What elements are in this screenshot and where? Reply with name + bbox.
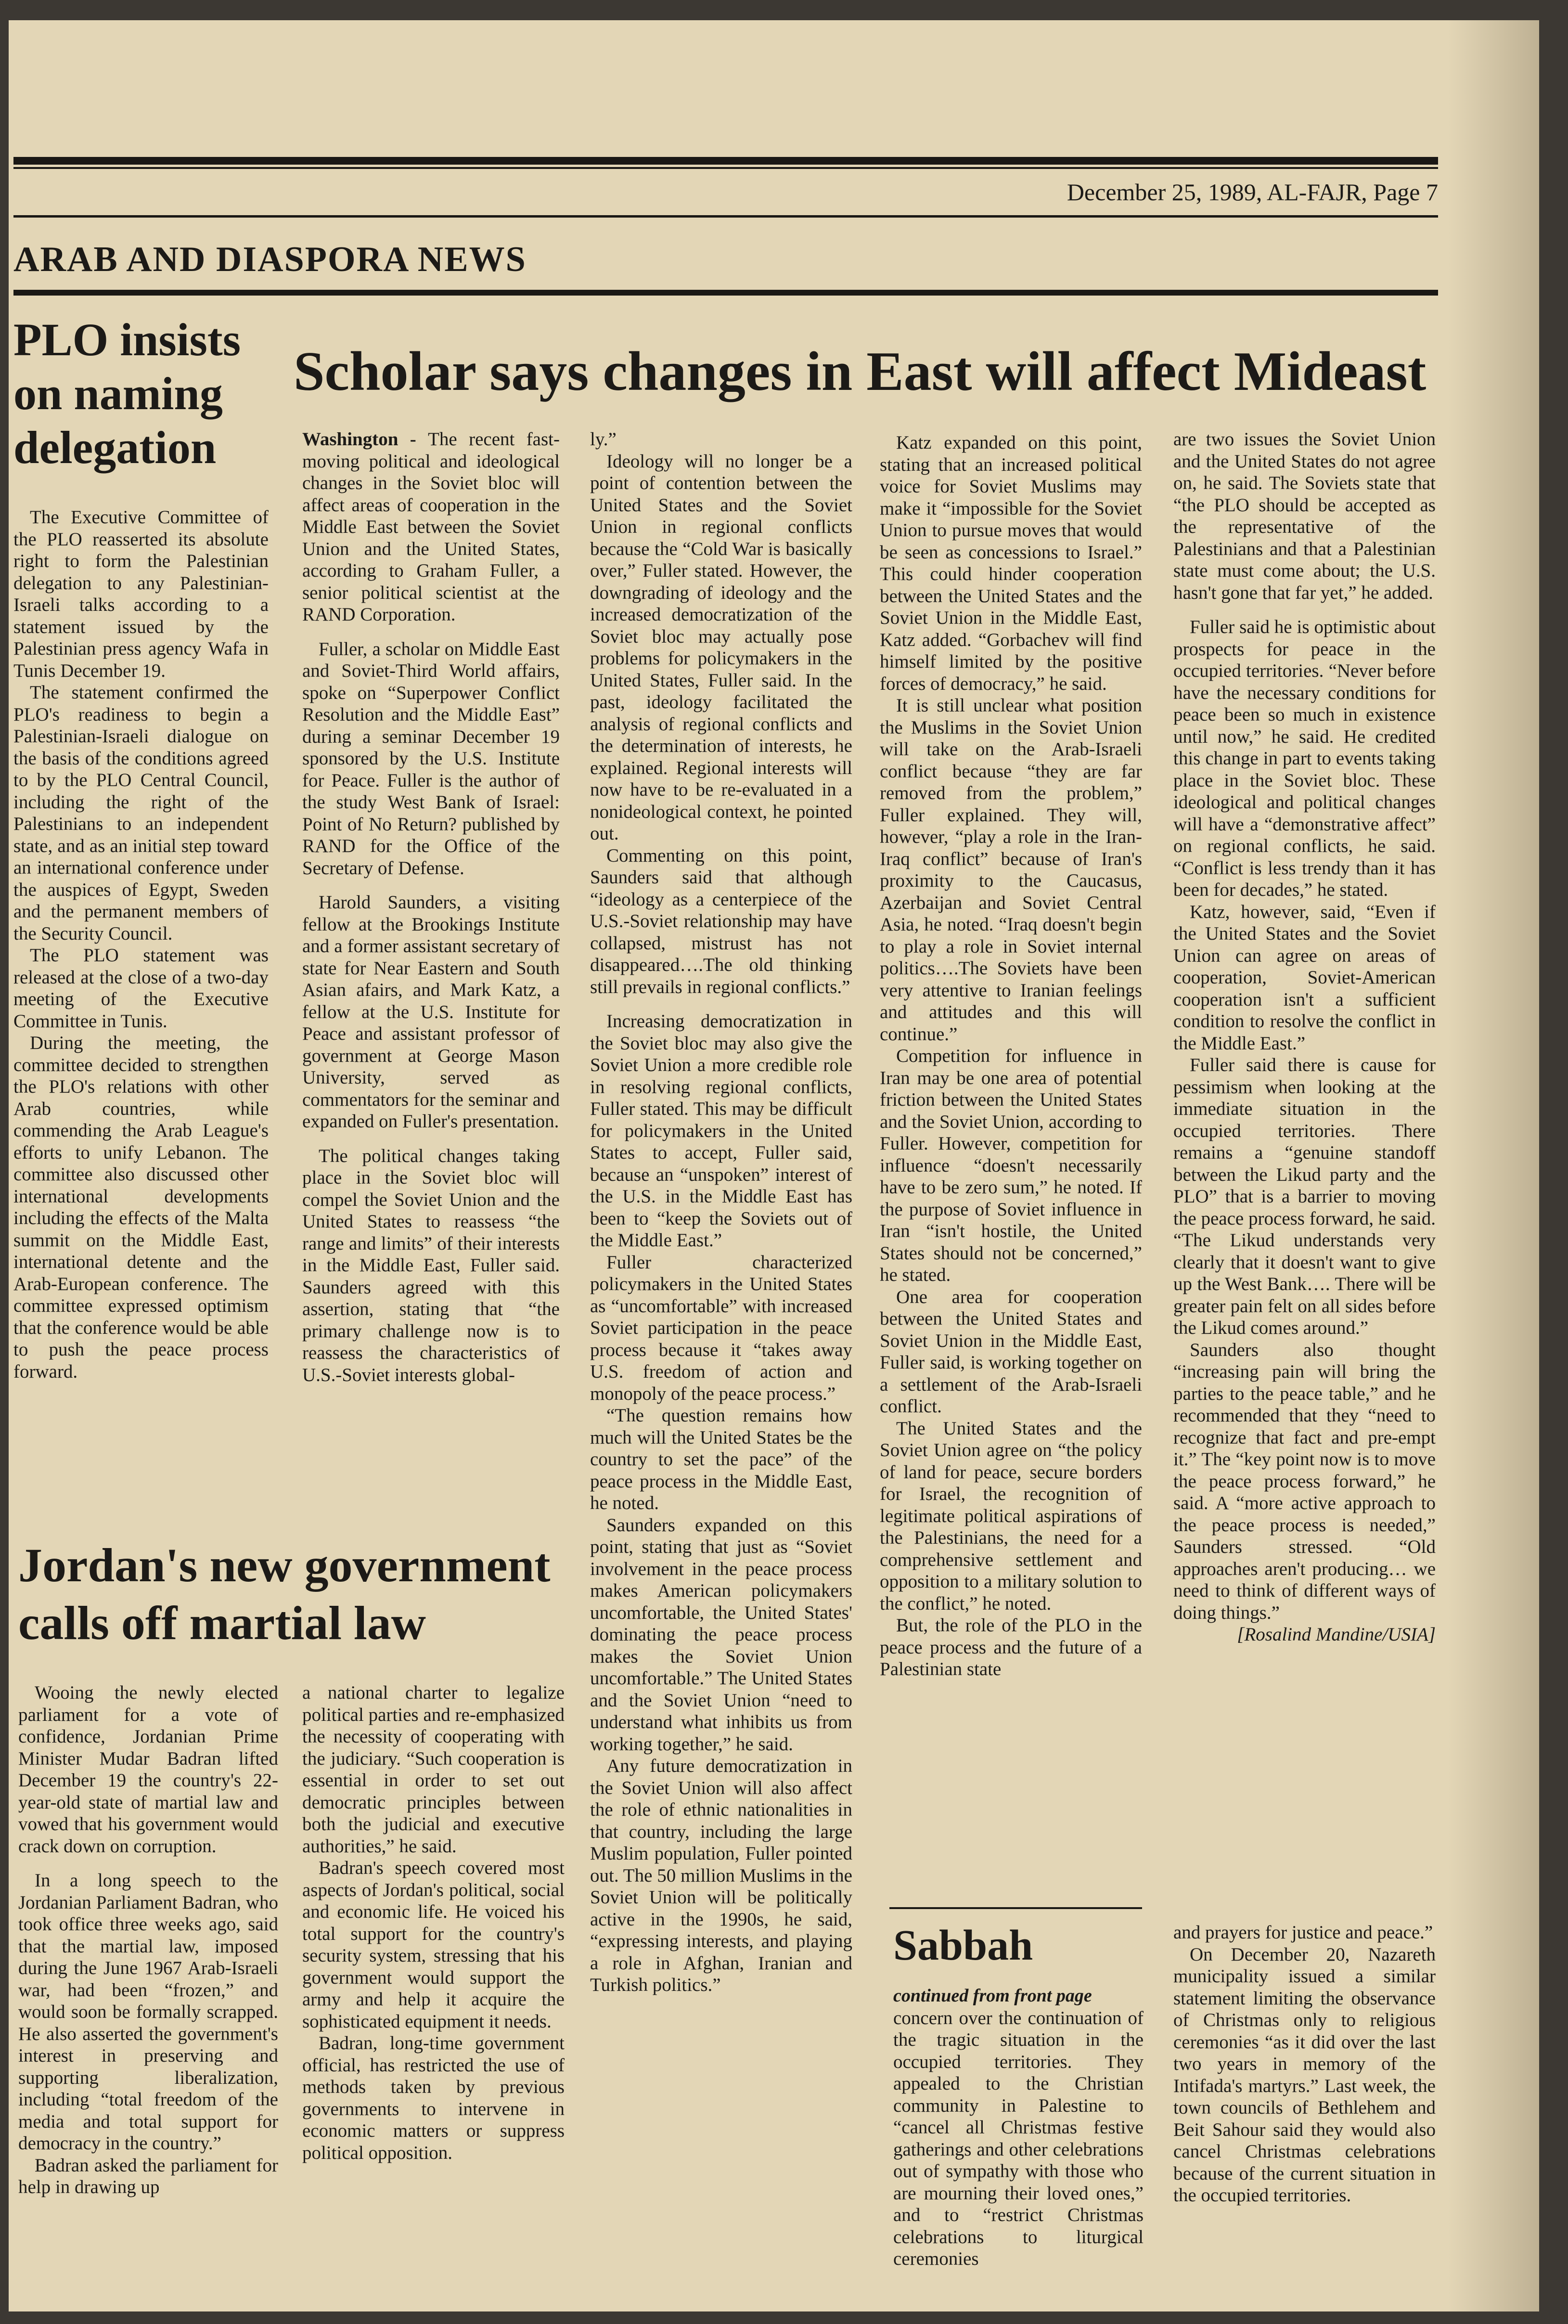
scholar-lead-paragraph	[302, 428, 560, 626]
sabbah-paragraph: and prayers for justice and peace.”	[1173, 1922, 1433, 1943]
plo-body	[13, 506, 269, 1382]
scholar-paragraph: Saunders also thought “increasing pain will bring the parties to the peace table,” and he recommended that they “need to recognize that fact and pre-empt it.” The “key point now is to move the peace process forward,” he said. A “more active approach to the peace process is needed,” Saunders stressed. “Old approaches aren't producing… we need to think of different ways of doing things.”	[1173, 1339, 1436, 1623]
jordan-column-2	[302, 1682, 565, 2164]
plo-paragraph: The Executive Committee of the PLO reasserted its absolute right to form the Palestinian delegation to any Palestinian-Israeli talks according to a statement issued by the Palestinian press agency Wafa in Tunis December 19.	[13, 507, 269, 681]
page-folio: December 25, 1989, AL-FAJR, Page 7	[1067, 179, 1438, 206]
section-rule	[13, 290, 1438, 296]
plo-headline: PLO insists on naming delegation	[13, 314, 241, 473]
section-title: ARAB AND DIASPORA NEWS	[13, 240, 527, 279]
jordan-column-1	[18, 1682, 278, 2198]
sabbah-column-2	[1173, 1922, 1436, 2207]
page-shadow	[1448, 20, 1539, 2311]
jordan-paragraph: Badran asked the parliament for help in drawing up	[18, 2155, 278, 2197]
folio-rule	[13, 215, 1438, 218]
scholar-paragraph: One area for cooperation between the United States and Soviet Union in the Middle East, Fuller said, is working together on a settlement of the Arab-Israeli conflict.	[880, 1286, 1142, 1417]
sabbah-paragraph: concern over the continuation of the tragic situation in the occupied territories. They appealed to the Christian community in Palestine to “cancel all Christmas festive gatherings and other celebrations out of sympathy with those who are mourning their loved ones,” and to “restrict Christmas celebrations to liturgical ceremonies	[893, 2007, 1144, 2269]
jordan-headline: Jordan's new government calls off martial law	[18, 1538, 551, 1650]
plo-paragraph: The PLO statement was released at the close of a two-day meeting of the Executive Committee in Tunis.	[13, 945, 269, 1032]
scholar-paragraph: Harold Saunders, a visiting fellow at the Brookings Institute and a former assistant secretary of state for Near Eastern and South Asian afairs, and Mark Katz, a fellow at the U.S. Institute for Peace and assistant professor of government at George Mason University, served as commentators for the seminar and expanded on Fuller's presentation.	[302, 892, 560, 1132]
scholar-paragraph: It is still unclear what position the Muslims in the Soviet Union will take on the Arab-Israeli conflict because “they are far removed from the problem,” Fuller explained. They will, however, “play a role in the Iran-Iraq conflict” because of Iran's proximity to the Caucasus, Azerbaijan and Soviet Central Asia, he noted. “Iraq doesn't begin to play a role in Soviet internal politics….The Soviets have been very attentive to Iranian feelings and attitudes and this will continue.”	[880, 695, 1142, 1045]
scholar-dateline: Washington -	[302, 429, 428, 450]
sabbah-paragraph: On December 20, Nazareth municipality issued a similar statement limiting the observance of Christmas only to religious ceremonies “as it did over the last two years in memory of the Intifada's martyrs.” Last week, the town councils of Bethlehem and Beit Sahour said they would also cancel Christmas celebrations because of the current situation in the occupied territories.	[1173, 1944, 1436, 2206]
scholar-paragraph: Ideology will no longer be a point of contention between the United States and the Soviet Union in regional conflicts because the “Cold War is basically over,” Fuller stated. However, the downgrading of ideology and the increased democratization of the Soviet bloc may actually pose problems for policymakers in the United States, Fuller said. In the past, ideology facilitated the analysis of regional conflicts and the determination of interests, he explained. Regional interests will now have to be re-evaluated in a nonideological context, he pointed out.	[590, 451, 852, 844]
scholar-paragraph: The United States and the Soviet Union agree on “the policy of land for peace, secure borders for Israel, the recognition of legitimate political aspirations of the Palestinians, the need for a comprehensive settlement and opposition to a military solution to the conflict,” he noted.	[880, 1418, 1142, 1614]
jordan-paragraph: a national charter to legalize political parties and re-emphasized the necessity of cooperating with the judiciary. “Such cooperation is essential in order to set out democratic principles between both the judicial and executive authorities,” he said.	[302, 1682, 565, 1857]
sabbah-headline: Sabbah	[893, 1922, 1033, 1969]
scholar-paragraph: Fuller said there is cause for pessimism when looking at the immediate situation in the occupied territories. There remains a “genuine standoff between the Likud party and the PLO” that is a barrier to moving the peace process forward, he said. “The Likud understands very clearly that it doesn't want to give up the West Bank…. There will be greater pain felt on all sides before the Likud comes around.”	[1173, 1055, 1436, 1338]
jordan-paragraph: In a long speech to the Jordanian Parliament Badran, who took office three weeks ago, said that the martial law, imposed during the June 1967 Arab-Israeli war, had been “frozen,” and would soon be formally scrapped. He also asserted the government's interest in preserving and supporting liberalization, including “total freedom of the media and total support for democracy in the country.”	[18, 1870, 278, 2154]
scholar-paragraph: Katz, however, said, “Even if the United States and the Soviet Union can agree on areas of cooperation, Soviet-American cooperation isn't a sufficient condition to resolve the conflict in the Middle East.”	[1173, 901, 1436, 1054]
scholar-paragraph: The political changes taking place in the Soviet bloc will compel the Soviet Union and the United States to reassess “the range and limits” of their interests in the Middle East, Fuller said. Saunders agreed with this assertion, stating that “the primary challenge now is to reassess the characteristics of U.S.-Soviet interests global-	[302, 1145, 560, 1385]
jordan-paragraph: Badran's speech covered most aspects of Jordan's political, social and economic life. He voiced his total support for the country's security system, stressing that his government would support the army and help it acquire the sophisticated equipment it needs.	[302, 1858, 565, 2032]
scholar-paragraph: But, the role of the PLO in the peace process and the future of a Palestinian state	[880, 1615, 1142, 1679]
scholar-paragraph: Fuller characterized policymakers in the United States as “uncomfortable” with increased Soviet participation in the peace process because it “takes away U.S. freedom of action and monopoly of the peace process.”	[590, 1252, 852, 1404]
scholar-paragraph: Saunders expanded on this point, stating that just as “Soviet involvement in the peace process makes American policymakers uncomfortable, the United States' dominating the peace process makes the Soviet Union uncomfortable.” The United States and the Soviet Union “need to understand what inhibits us from working together,” he said.	[590, 1514, 852, 1755]
plo-paragraph: The statement confirmed the PLO's readiness to begin a Palestinian-Israeli dialogue on the basis of the conditions agreed to by the PLO Central Council, including the right of the Palestinians to an independent state, and as an initial step toward an international conference under the auspices of Egypt, Sweden and the permanent members of the Security Council.	[13, 682, 269, 944]
scholar-column-3	[880, 432, 1142, 1680]
scholar-paragraph: Any future democratization in the Soviet Union will also affect the role of ethnic nationalities in that country, including the large Muslim population, Fuller pointed out. The 50 million Muslims in the Soviet Union will be politically active in the 1990s, he said, “expressing interests, and playing a role in Afghan, Iranian and Turkish politics.”	[590, 1756, 852, 1995]
scholar-paragraph: are two issues the Soviet Union and the United States do not agree on, he said. The Soviets state that “the PLO should be accepted as the representative of the Palestinians and that a Palestinian state must come about; the U.S. hasn't gone that far yet,” he added.	[1173, 429, 1436, 603]
scholar-paragraph: Fuller, a scholar on Middle East and Soviet-Third World affairs, spoke on “Superpower Conflict Resolution and the Middle East” during a seminar December 19 sponsored by the U.S. Institute for Peace. Fuller is the author of the study West Bank of Israel: Point of No Return? published by RAND for the Office of the Secretary of Defense.	[302, 638, 560, 878]
scholar-byline: [Rosalind Mandine/USIA]	[1237, 1624, 1436, 1645]
sabbah-column-1	[893, 1985, 1144, 2270]
top-thick-rule	[13, 157, 1438, 165]
scholar-paragraph: “The question remains how much will the United States be the country to set the pace” of the peace process in the Middle East, he noted.	[590, 1405, 852, 1513]
scholar-lead-text: The recent fast-moving political and ideological changes in the Soviet bloc will affect areas of cooperation in the Middle East between the Soviet Union and the United States, according to Graham Fuller, a senior political scientist at the RAND Corporation.	[302, 429, 560, 625]
newspaper-page	[9, 20, 1539, 2311]
scholar-column-2	[590, 428, 852, 1996]
top-thin-rule	[13, 167, 1438, 169]
scholar-paragraph: Fuller said he is optimistic about prospects for peace in the occupied territories. “Never before have the necessary conditions for peace been so much in existence until now,” he said. He credited this change in part to events taking place in the Soviet bloc. These ideological and political changes will have a “demonstrative affect” on regional conflicts, he said. “Conflict is less trendy than it has been for decades,” he stated.	[1173, 617, 1436, 900]
scholar-column-4	[1173, 428, 1436, 1646]
scholar-headline: Scholar says changes in East will affect Mideast	[294, 341, 1427, 402]
sabbah-top-rule	[889, 1907, 1142, 1909]
plo-paragraph: During the meeting, the committee decided to strengthen the PLO's relations with other Arab countries, while commending the Arab League's efforts to unify Lebanon. The committee also discussed other international developments including the effects of the Malta summit on the Middle East, international detente and the Arab-European conference. The committee expressed optimism that the conference would be able to push the peace process forward.	[13, 1033, 269, 1382]
scholar-paragraph: Katz expanded on this point, stating that an increased political voice for Soviet Muslims may make it “impossible for the Soviet Union to pursue moves that would be seen as concessions to Israel.” This could hinder cooperation between the United States and the Soviet Union in the Middle East, Katz added. “Gorbachev will find himself limited by the positive forces of democracy,” he said.	[880, 432, 1142, 694]
scholar-paragraph: ly.”	[590, 429, 617, 450]
scholar-column-1	[302, 428, 560, 1386]
jordan-paragraph: Wooing the newly elected parliament for a vote of confidence, Jordanian Prime Minister Mudar Badran lifted December 19 the country's 22-year-old state of martial law and vowed that his government would crack down on corruption.	[18, 1682, 278, 1857]
scholar-paragraph: Commenting on this point, Saunders said that although “ideology as a centerpiece of the U.S.-Soviet relationship may have collapsed, mistrust has not disappeared….The old thinking still prevails in regional conflicts.”	[590, 845, 852, 997]
jordan-paragraph: Badran, long-time government official, has restricted the use of methods taken by previous governments to intervene in economic matters or suppress political opposition.	[302, 2033, 565, 2163]
scholar-paragraph: Competition for influence in Iran may be one area of potential friction between the United States and the Soviet Union, according to Fuller. However, competition for influence “doesn't necessarily have to be zero sum,” he noted. If the purpose of Soviet influence in Iran “isn't hostile, the United States should not be concerned,” he stated.	[880, 1046, 1142, 1285]
scholar-paragraph: Increasing democratization in the Soviet bloc may also give the Soviet Union a more credible role in resolving regional conflicts, Fuller stated. This may be difficult for policymakers in the United States to accept, Fuller said, because an “unspoken” interest of the U.S. in the Middle East has been to “keep the Soviets out of the Middle East.”	[590, 1011, 852, 1251]
sabbah-jump-line: continued from front page	[893, 1986, 1092, 2006]
